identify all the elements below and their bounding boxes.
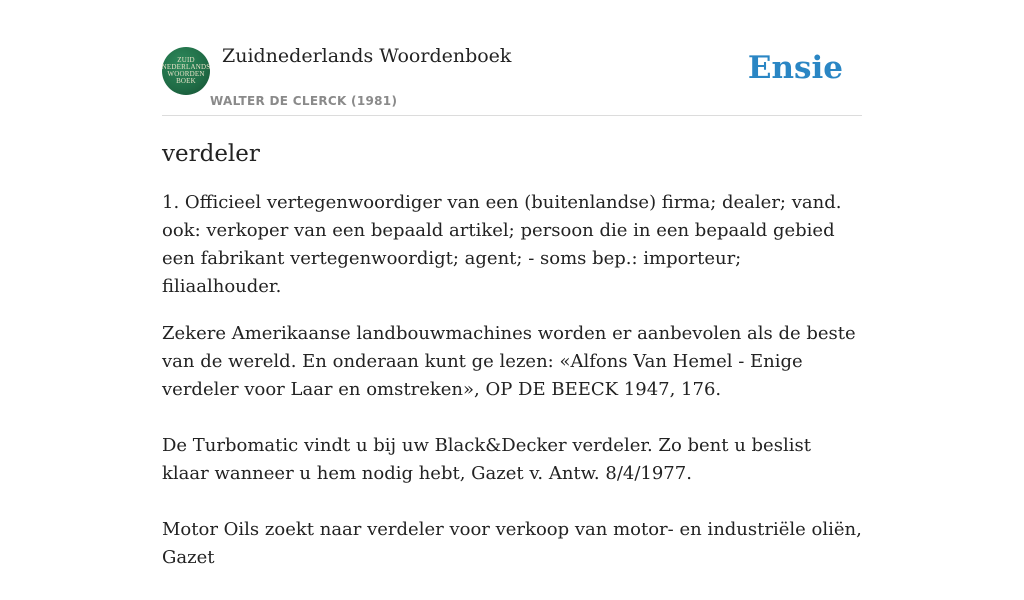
- logo-line: WOORDEN: [167, 70, 205, 78]
- logo-line: NEDERLANDS: [161, 63, 211, 71]
- logo-line: ZUID: [177, 56, 195, 64]
- example-quote: De Turbomatic vindt u bij uw Black&Decker verdeler. Zo bent u beslist klaar wanneer u hem nodig hebt, Gazet v. Antw. 8/4/1977.: [162, 435, 811, 484]
- entry-definition: 1. Officieel vertegenwoordiger van een (buitenlandse) firma; dealer; vand. ook: verkoper van een bepaald artikel; persoon die in een bepaald gebied een fabrikant vertegenwoordigt; agent; - soms bep.: importeur; filiaalhouder.: [162, 192, 842, 297]
- logo-line: BOEK: [176, 77, 196, 85]
- book-title-link[interactable]: Zuidnederlands Woordenboek: [222, 45, 512, 67]
- content-column: [162, 0, 862, 600]
- ensie-brand-link[interactable]: Ensie: [747, 50, 843, 86]
- author-label: WALTER DE CLERCK (1981): [210, 94, 398, 108]
- example-quote: Motor Oils zoekt naar verdeler voor verkoop van motor- en industriële oliën, Gazet: [162, 519, 862, 568]
- page-header: [162, 0, 862, 116]
- example-quote: Zekere Amerikaanse landbouwmachines worden er aanbevolen als de beste van de wereld. En onderaan kunt ge lezen: «Alfons Van Hemel - Enige verdeler voor Laar en omstreken», OP DE BEECK 1947, 176.: [162, 323, 856, 400]
- entry-headword: verdeler: [162, 141, 260, 167]
- entry-content: [162, 139, 862, 572]
- example-list: [162, 320, 862, 572]
- book-cover-logo[interactable]: [162, 47, 210, 95]
